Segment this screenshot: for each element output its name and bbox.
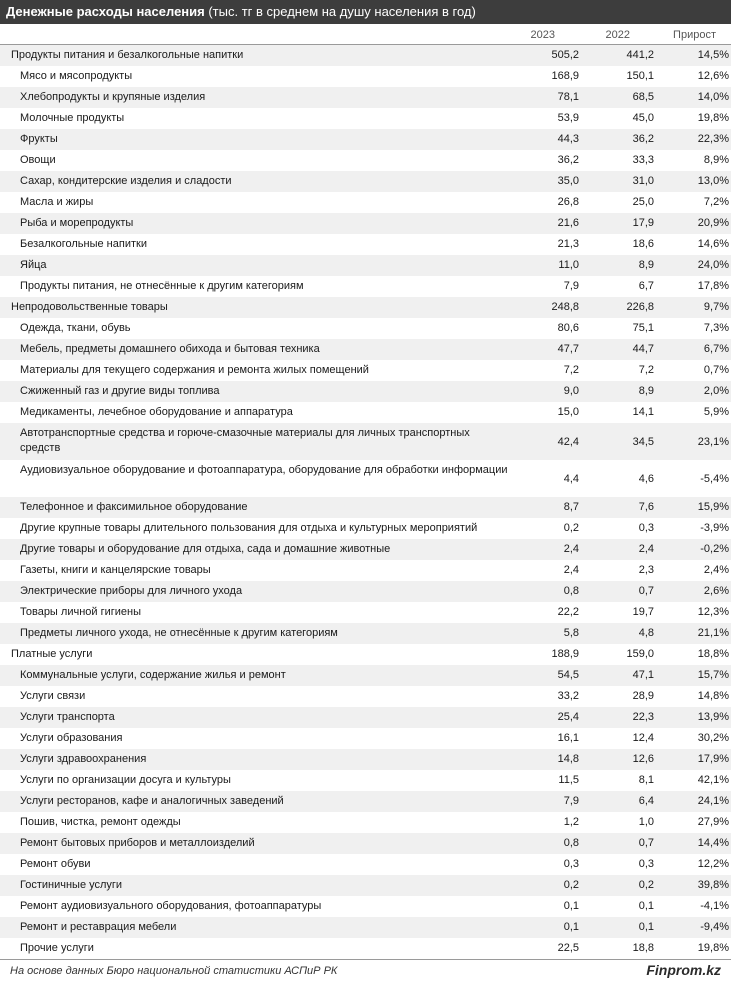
value-growth: 14,5% [697, 49, 729, 61]
table-row [0, 560, 731, 581]
value-2022: 75,1 [632, 322, 654, 334]
value-growth: 20,9% [697, 217, 729, 229]
value-2023: 0,8 [563, 585, 579, 597]
value-2023: 16,1 [557, 732, 579, 744]
value-2023: 2,4 [563, 543, 579, 555]
value-growth: 2,0% [703, 385, 729, 397]
row-label: Телефонное и факсимильное оборудование [20, 501, 248, 513]
row-label: Мебель, предметы домашнего обихода и бытовая техника [20, 343, 320, 355]
table-row [0, 255, 731, 276]
value-2022: 0,7 [638, 585, 654, 597]
row-label: Продукты питания, не отнесённые к другим категориям [20, 280, 304, 292]
table-row [0, 833, 731, 854]
value-growth: 42,1% [697, 774, 729, 786]
value-2023: 2,4 [563, 564, 579, 576]
row-label: Фрукты [20, 133, 58, 145]
category-row [0, 644, 731, 665]
value-2022: 8,1 [638, 774, 654, 786]
value-2022: 0,3 [638, 522, 654, 534]
table-row [0, 539, 731, 560]
row-label: Услуги образования [20, 732, 123, 744]
value-2022: 6,7 [638, 280, 654, 292]
value-growth: 24,1% [697, 795, 729, 807]
table-row [0, 381, 731, 402]
table-title-bar [0, 0, 731, 24]
value-2023: 505,2 [551, 49, 579, 61]
row-label: Газеты, книги и канцелярские товары [20, 564, 211, 576]
footer [0, 959, 731, 981]
value-2023: 168,9 [551, 70, 579, 82]
value-2022: 6,4 [638, 795, 654, 807]
row-label: Яйца [20, 259, 47, 271]
value-2023: 0,8 [563, 837, 579, 849]
value-2023: 36,2 [557, 154, 579, 166]
row-label: Сахар, кондитерские изделия и сладости [20, 175, 232, 187]
value-growth: 19,8% [697, 942, 729, 954]
brand-logo-text: Finprom.kz [646, 962, 721, 978]
value-2022: 8,9 [638, 385, 654, 397]
value-growth: 39,8% [697, 879, 729, 891]
value-2022: 226,8 [626, 301, 654, 313]
row-label: Непродовольственные товары [11, 301, 168, 313]
table-row [0, 460, 731, 497]
row-label: Продукты питания и безалкогольные напитки [11, 49, 244, 61]
value-2023: 0,1 [563, 900, 579, 912]
value-2022: 0,3 [638, 858, 654, 870]
value-2022: 150,1 [626, 70, 654, 82]
value-2023: 42,4 [557, 436, 579, 448]
value-growth: 9,7% [703, 301, 729, 313]
value-2023: 80,6 [557, 322, 579, 334]
row-label: Ремонт и реставрация мебели [20, 921, 177, 933]
value-2022: 0,1 [638, 921, 654, 933]
table-row [0, 791, 731, 812]
row-label: Ремонт обуви [20, 858, 91, 870]
row-label: Платные услуги [11, 648, 93, 660]
table-row [0, 423, 731, 460]
value-2023: 35,0 [557, 175, 579, 187]
value-2023: 78,1 [557, 91, 579, 103]
row-label: Пошив, чистка, ремонт одежды [20, 816, 181, 828]
value-2022: 7,2 [638, 364, 654, 376]
table-row [0, 66, 731, 87]
value-2022: 441,2 [626, 49, 654, 61]
value-2022: 4,6 [638, 473, 654, 485]
value-2022: 18,8 [632, 942, 654, 954]
value-2022: 34,5 [632, 436, 654, 448]
value-growth: -5,4% [700, 473, 729, 485]
row-label: Медикаменты, лечебное оборудование и аппаратура [20, 406, 293, 418]
value-2022: 159,0 [626, 648, 654, 660]
value-2023: 7,2 [563, 364, 579, 376]
value-2022: 31,0 [632, 175, 654, 187]
value-growth: 5,9% [703, 406, 729, 418]
table-row [0, 686, 731, 707]
row-label: Электрические приборы для личного ухода [20, 585, 243, 597]
table-row [0, 749, 731, 770]
table-row [0, 896, 731, 917]
value-2022: 12,4 [632, 732, 654, 744]
row-label: Коммунальные услуги, содержание жилья и ремонт [20, 669, 286, 681]
value-2022: 36,2 [632, 133, 654, 145]
value-2022: 0,1 [638, 900, 654, 912]
value-2022: 2,4 [638, 543, 654, 555]
value-2023: 1,2 [563, 816, 579, 828]
row-label: Хлебопродукты и крупяные изделия [20, 91, 206, 103]
row-label: Ремонт аудиовизуального оборудования, фотоаппаратуры [20, 900, 322, 912]
value-growth: 7,3% [703, 322, 729, 334]
table-row [0, 623, 731, 644]
value-2023: 22,2 [557, 606, 579, 618]
row-label: Рыба и морепродукты [20, 217, 134, 229]
table-row [0, 276, 731, 297]
value-2022: 17,9 [632, 217, 654, 229]
value-growth: -0,2% [700, 543, 729, 555]
value-growth: 18,8% [697, 648, 729, 660]
value-growth: 14,6% [697, 238, 729, 250]
table-title: Денежные расходы населения [6, 4, 205, 19]
value-growth: -9,4% [700, 921, 729, 933]
column-header-growth: Прирост [673, 29, 716, 41]
table-row [0, 108, 731, 129]
row-label: Ремонт бытовых приборов и металлоизделий [20, 837, 255, 849]
value-2023: 47,7 [557, 343, 579, 355]
value-2022: 12,6 [632, 753, 654, 765]
table-row [0, 770, 731, 791]
value-growth: 0,7% [703, 364, 729, 376]
value-2022: 44,7 [632, 343, 654, 355]
value-growth: 12,6% [697, 70, 729, 82]
table-row [0, 318, 731, 339]
value-2023: 33,2 [557, 690, 579, 702]
row-label: Прочие услуги [20, 942, 94, 954]
value-2022: 47,1 [632, 669, 654, 681]
row-label: Услуги по организации досуга и культуры [20, 774, 231, 786]
table-row [0, 812, 731, 833]
table-row [0, 402, 731, 423]
value-2022: 1,0 [638, 816, 654, 828]
source-note: На основе данных Бюро национальной статистики АСПиР РК [10, 965, 338, 977]
row-label: Масла и жиры [20, 196, 94, 208]
table-row [0, 360, 731, 381]
value-2022: 22,3 [632, 711, 654, 723]
row-label: Услуги транспорта [20, 711, 115, 723]
row-label: Гостиничные услуги [20, 879, 123, 891]
value-growth: 14,4% [697, 837, 729, 849]
value-2023: 0,2 [563, 522, 579, 534]
column-header-2023: 2023 [530, 29, 555, 41]
value-2022: 25,0 [632, 196, 654, 208]
table-row [0, 171, 731, 192]
value-2022: 14,1 [632, 406, 654, 418]
value-growth: 24,0% [697, 259, 729, 271]
value-growth: 21,1% [697, 627, 729, 639]
value-growth: 15,9% [697, 501, 729, 513]
row-label: Предметы личного ухода, не отнесённые к другим категориям [20, 627, 338, 639]
value-2022: 45,0 [632, 112, 654, 124]
value-growth: 8,9% [703, 154, 729, 166]
value-2023: 5,8 [563, 627, 579, 639]
value-2022: 0,2 [638, 879, 654, 891]
value-2023: 44,3 [557, 133, 579, 145]
value-2023: 11,0 [558, 259, 579, 271]
column-headers [0, 24, 731, 45]
table-row [0, 339, 731, 360]
value-2023: 0,3 [563, 858, 579, 870]
value-2023: 21,3 [557, 238, 579, 250]
row-label: Услуги связи [20, 690, 86, 702]
row-label: Сжиженный газ и другие виды топлива [20, 385, 220, 397]
value-2023: 26,8 [557, 196, 579, 208]
table-row [0, 917, 731, 938]
table-row [0, 192, 731, 213]
value-growth: 14,8% [697, 690, 729, 702]
value-2022: 28,9 [632, 690, 654, 702]
row-label: Безалкогольные напитки [20, 238, 147, 250]
row-label: Услуги ресторанов, кафе и аналогичных заведений [20, 795, 284, 807]
value-2023: 22,5 [557, 942, 579, 954]
value-2022: 7,6 [638, 501, 654, 513]
column-header-2022: 2022 [605, 29, 630, 41]
table-row [0, 129, 731, 150]
value-2023: 15,0 [557, 406, 579, 418]
table-row [0, 150, 731, 171]
category-row [0, 297, 731, 318]
row-label: Другие крупные товары длительного пользования для отдыха и культурных мероприятий [20, 522, 478, 534]
value-growth: 17,8% [697, 280, 729, 292]
table-row [0, 938, 731, 959]
value-2023: 7,9 [563, 280, 579, 292]
value-growth: -4,1% [700, 900, 729, 912]
value-2023: 4,4 [563, 473, 579, 485]
value-2022: 33,3 [632, 154, 654, 166]
value-growth: 6,7% [703, 343, 729, 355]
table-body [0, 45, 731, 959]
table-row [0, 87, 731, 108]
value-growth: 13,9% [697, 711, 729, 723]
value-2023: 248,8 [551, 301, 579, 313]
row-label: Товары личной гигиены [20, 606, 141, 618]
table-row [0, 707, 731, 728]
value-2022: 68,5 [632, 91, 654, 103]
row-label: Аудиовизуальное оборудование и фотоаппаратура, оборудование для обработки информации [20, 464, 508, 476]
value-growth: 2,4% [703, 564, 729, 576]
table-row [0, 581, 731, 602]
value-2023: 11,5 [558, 774, 579, 786]
value-growth: 17,9% [697, 753, 729, 765]
value-growth: 15,7% [697, 669, 729, 681]
value-2023: 8,7 [563, 501, 579, 513]
value-growth: 13,0% [697, 175, 729, 187]
table-row [0, 497, 731, 518]
row-label: Материалы для текущего содержания и ремонта жилых помещений [20, 364, 369, 376]
value-2023: 7,9 [563, 795, 579, 807]
category-row [0, 45, 731, 66]
table-row [0, 602, 731, 623]
row-label: Овощи [20, 154, 56, 166]
table-row [0, 728, 731, 749]
row-label: Автотранспортные средства и горюче-смазочные материалы для личных транспортных средств [20, 427, 470, 454]
row-label: Услуги здравоохранения [20, 753, 147, 765]
value-growth: 12,3% [697, 606, 729, 618]
value-growth: 2,6% [703, 585, 729, 597]
table-row [0, 875, 731, 896]
value-2023: 53,9 [557, 112, 579, 124]
value-2022: 19,7 [632, 606, 654, 618]
table-row [0, 665, 731, 686]
value-2023: 54,5 [557, 669, 579, 681]
row-label: Молочные продукты [20, 112, 125, 124]
value-growth: 14,0% [697, 91, 729, 103]
value-growth: 12,2% [697, 858, 729, 870]
table-row [0, 234, 731, 255]
value-2023: 25,4 [557, 711, 579, 723]
table-row [0, 213, 731, 234]
row-label: Одежда, ткани, обувь [20, 322, 131, 334]
value-2023: 9,0 [563, 385, 579, 397]
value-growth: 22,3% [697, 133, 729, 145]
value-growth: 7,2% [703, 196, 729, 208]
value-2023: 188,9 [551, 648, 579, 660]
value-2023: 21,6 [557, 217, 579, 229]
table-row [0, 518, 731, 539]
value-2023: 0,1 [563, 921, 579, 933]
table-subtitle: (тыс. тг в среднем на душу населения в год) [204, 4, 476, 19]
value-2023: 14,8 [557, 753, 579, 765]
value-growth: -3,9% [700, 522, 729, 534]
row-label: Мясо и мясопродукты [20, 70, 133, 82]
value-growth: 19,8% [697, 112, 729, 124]
value-2022: 0,7 [638, 837, 654, 849]
row-label: Другие товары и оборудование для отдыха, сада и домашние животные [20, 543, 391, 555]
value-growth: 30,2% [697, 732, 729, 744]
value-2023: 0,2 [563, 879, 579, 891]
value-2022: 18,6 [632, 238, 654, 250]
value-growth: 27,9% [697, 816, 729, 828]
value-2022: 2,3 [638, 564, 654, 576]
value-2022: 8,9 [638, 259, 654, 271]
value-growth: 23,1% [697, 436, 729, 448]
table-row [0, 854, 731, 875]
value-2022: 4,8 [638, 627, 654, 639]
